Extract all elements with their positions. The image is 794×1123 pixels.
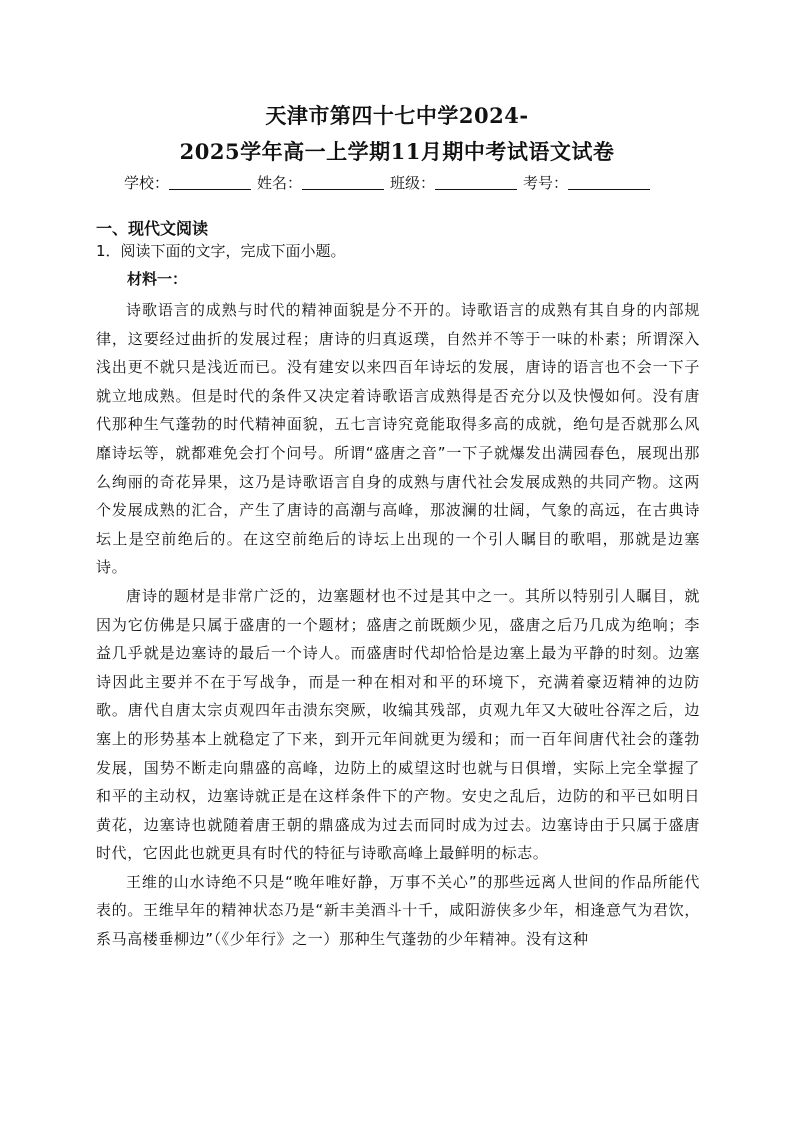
material-label: 材料一：: [127, 270, 188, 288]
question-stem: 1．阅读下面的文字，完成下面小题。: [96, 242, 346, 260]
name-label: 姓名：: [257, 174, 303, 192]
passage-paragraph: 王维的山水诗绝不只是“晚年唯好静，万事不关心”的那些远离人世间的作品所能代表的。王维早年的精神状态乃是“新丰美酒斗十千，咸阳游侠多少年，相逢意气为君饮，系马高楼垂柳边”（《少年行》之一）那种生气蓬勃的少年精神。没有这种: [96, 872, 700, 949]
class-label: 班级：: [390, 174, 436, 192]
school-blank[interactable]: [169, 175, 251, 190]
exam-no-blank[interactable]: [568, 175, 650, 190]
name-blank[interactable]: [302, 175, 384, 190]
page-title-line2: 2025学年高一上学期11月期中考试语文试卷: [179, 139, 615, 164]
passage-paragraph: 唐诗的题材是非常广泛的，边塞题材也不过是其中之一。其所以特别引人瞩目，就因为它仿佛是只属于盛唐的一个题材；盛唐之前既颇少见，盛唐之后乃几成为绝响；李益几乎就是边塞诗的最后一个诗人。而盛唐时代却恰恰是边塞上最为平静的时刻。边塞诗因此主要并不在于写战争，而是一种在相对和平的环境下，充满着豪迈精神的边防歌。唐代自唐太宗贞观四年击溃东突厥，收编其残部，贞观九年又大破吐谷浑之后，边塞上的形势基本上就稳定了下来，到开元年间就更为缓和；而一百年间唐代社会的蓬勃发展，国势不断走向鼎盛的高峰，边防上的威望这时也就与日俱增，实际上完全掌握了和平的主动权，边塞诗就正是在这样条件下的产物。安史之乱后，边防的和平已如明日黄花，边塞诗也就随着唐王朝的鼎盛成为过去而同时成为过去。边塞诗由于只属于盛唐时代，它因此也就更具有时代的特征与诗歌高峰上最鲜明的标志。: [96, 586, 700, 863]
page-title-line1: 天津市第四十七中学2024-: [265, 103, 529, 128]
passage-paragraph: 诗歌语言的成熟与时代的精神面貌是分不开的。诗歌语言的成熟有其自身的内部规律，这要经过曲折的发展过程；唐诗的归真返璞，自然并不等于一味的朴素；所谓深入浅出更不就只是浅近而已。没有建安以来四百年诗坛的发展，唐诗的语言也不会一下子就立地成熟。但是时代的条件又决定着诗歌语言成熟得是否充分以及快慢如何。没有唐代那种生气蓬勃的时代精神面貌，五七言诗究竟能取得多高的成就，绝句是否就那么风靡诗坛等，就都难免会打个问号。所谓“盛唐之音”一下子就爆发出满园春色，展现出那么绚丽的奇花异果，这乃是诗歌语言自身的成熟与唐代社会发展成熟的共同产物。这两个发展成熟的汇合，产生了唐诗的高潮与高峰，那波澜的壮阔，气象的高远，在古典诗坛上是空前绝后的。在这空前绝后的诗坛上出现的一个引人瞩目的歌唱，那就是边塞诗。: [96, 301, 700, 577]
reading-passage: [96, 296, 700, 954]
exam-no-label: 考号：: [523, 174, 569, 192]
class-blank[interactable]: [435, 175, 517, 190]
student-info-row: [124, 172, 684, 193]
school-label: 学校：: [124, 174, 170, 192]
section-title: 一、现代文阅读: [96, 219, 209, 238]
